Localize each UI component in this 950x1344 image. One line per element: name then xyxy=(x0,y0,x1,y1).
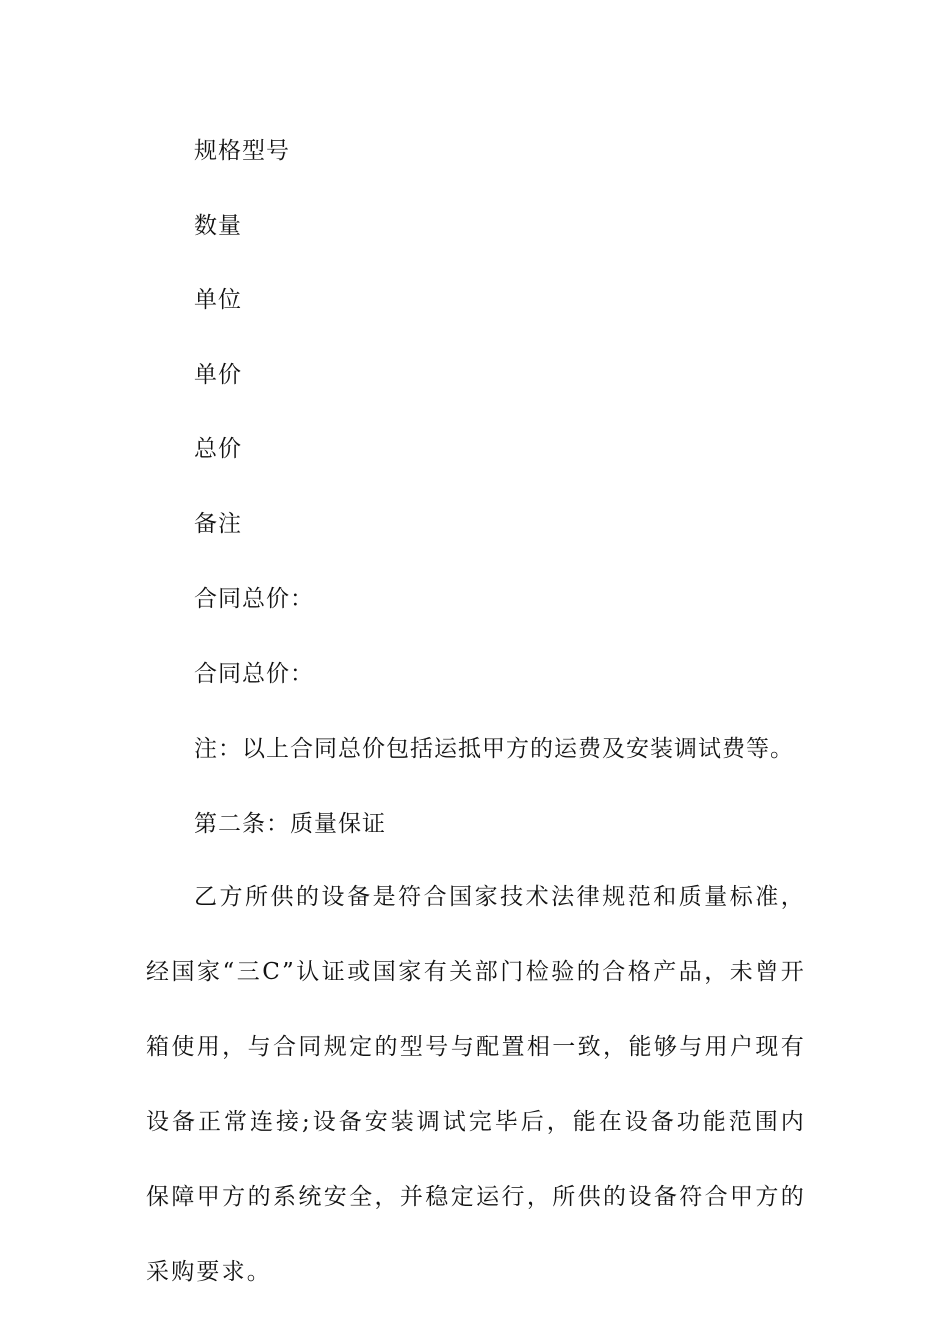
text-line-remarks: 备注 xyxy=(194,511,242,537)
text-line-unit: 单位 xyxy=(194,287,242,313)
quality-paragraph: 乙方所供的设备是符合国家技术法律规范和质量标准，经国家“三C”认证或国家有关部门检验的合格产品，未曾开箱使用，与合同规定的型号与配置相一致，能够与用户现有设备正常连接;设备安装调试完毕后，能在设备功能范围内保障甲方的系统安全，并稳定运行，所供的设备符合甲方的采购要求。 xyxy=(146,884,806,1285)
text-line-quantity: 数量 xyxy=(194,213,242,239)
text-line-spec-model: 规格型号 xyxy=(194,138,290,164)
text-line-unit-price: 单价 xyxy=(194,362,242,388)
text-line-contract-total-1: 合同总价： xyxy=(194,586,314,612)
section-heading-quality: 第二条：质量保证 xyxy=(194,811,386,837)
text-line-note: 注：以上合同总价包括运抵甲方的运费及安装调试费等。 xyxy=(194,736,794,762)
text-line-contract-total-2: 合同总价： xyxy=(194,661,314,687)
text-line-total-price: 总价 xyxy=(194,436,242,462)
